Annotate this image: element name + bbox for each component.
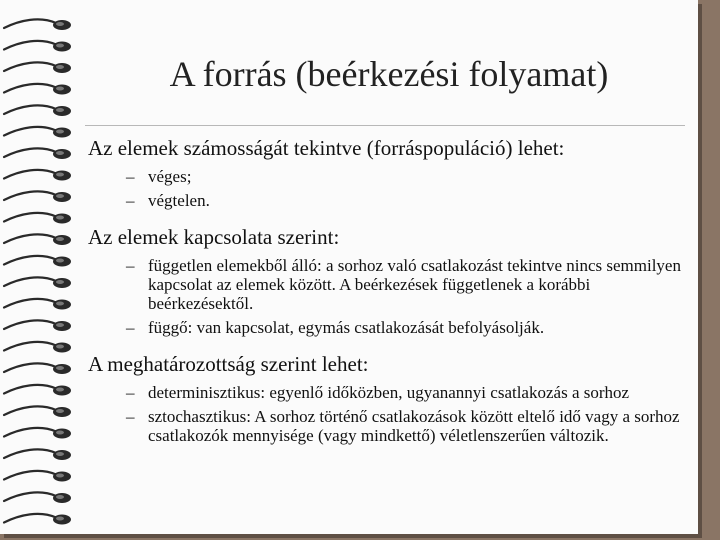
- dash-bullet: –: [126, 167, 135, 186]
- binding-ring: [4, 127, 71, 138]
- section-heading-cardinality: Az elemek számosságát tekintve (forráspopuláció) lehet:: [88, 136, 565, 160]
- spiral-binding-icon: [0, 0, 78, 534]
- binding-ring: [4, 148, 71, 159]
- list-cardinality: [88, 167, 688, 210]
- dash-bullet: –: [126, 383, 135, 402]
- list-item-text: függő: van kapcsolat, egymás csatlakozását befolyásolják.: [148, 318, 545, 337]
- binding-ring: [4, 320, 71, 331]
- list-item: [88, 318, 688, 337]
- list-item-text: determinisztikus: egyenlő időközben, ugyanannyi csatlakozás a sorhoz: [148, 383, 630, 402]
- page-title: A forrás (beérkezési folyamat): [169, 54, 609, 94]
- list-connection: [88, 256, 688, 337]
- slide-body: [88, 135, 688, 459]
- binding-ring: [4, 41, 71, 52]
- dash-bullet: –: [126, 407, 135, 426]
- list-item: [88, 191, 688, 210]
- section-heading-determinacy: A meghatározottság szerint lehet:: [88, 352, 369, 376]
- binding-ring: [4, 256, 71, 267]
- list-item-text: sztochasztikus: A sorhoz történő csatlakozások között eltelő idő vagy a sorhoz csatlakozók mennyisége (vagy mindkettő) véletlenszerűen változik.: [148, 407, 680, 445]
- binding-ring: [4, 19, 71, 30]
- list-item-text: független elemekből álló: a sorhoz való csatlakozást tekintve nincs semmilyen kapcsolat az elemek között. A beérkezések függetlenek a korábbi beérkezésektől.: [148, 256, 681, 313]
- list-item: [88, 256, 688, 313]
- binding-ring: [4, 84, 71, 95]
- binding-ring: [4, 385, 71, 396]
- binding-ring: [4, 471, 71, 482]
- dash-bullet: –: [126, 256, 135, 275]
- binding-ring: [4, 234, 71, 245]
- binding-ring: [4, 492, 71, 503]
- binding-ring: [4, 342, 71, 353]
- binding-ring: [4, 299, 71, 310]
- binding-ring: [4, 428, 71, 439]
- dash-bullet: –: [126, 318, 135, 337]
- binding-ring: [4, 105, 71, 116]
- list-item: [88, 383, 688, 402]
- binding-ring: [4, 277, 71, 288]
- binding-ring: [4, 449, 71, 460]
- list-item-text: végtelen.: [148, 191, 210, 210]
- list-item: [88, 167, 688, 186]
- binding-ring: [4, 62, 71, 73]
- section-heading-connection: Az elemek kapcsolata szerint:: [88, 225, 340, 249]
- title-divider: [85, 125, 685, 126]
- binding-ring: [4, 514, 71, 525]
- dash-bullet: –: [126, 191, 135, 210]
- binding-ring: [4, 406, 71, 417]
- binding-ring: [4, 170, 71, 181]
- list-item: [88, 407, 688, 445]
- list-item-text: véges;: [148, 167, 192, 186]
- binding-ring: [4, 213, 71, 224]
- binding-ring: [4, 363, 71, 374]
- binding-ring: [4, 191, 71, 202]
- list-determinacy: [88, 383, 688, 445]
